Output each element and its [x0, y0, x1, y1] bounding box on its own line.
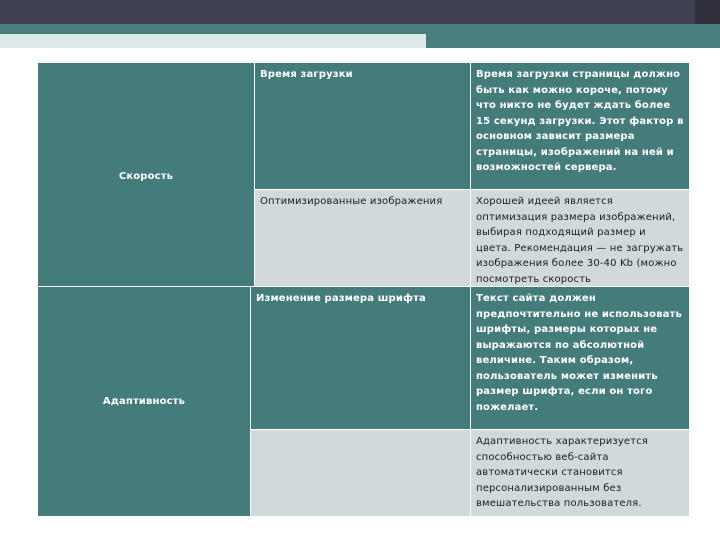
header-bar	[0, 0, 720, 24]
adaptivity-table	[37, 286, 690, 517]
description-adaptivity: Адаптивность характеризуется способностью веб-сайта автоматически становится персонализированным без вмешательства пользователя.	[471, 430, 690, 517]
factor-load-time: Время загрузки	[255, 63, 471, 190]
header-stripe	[0, 24, 720, 34]
header-bar-accent	[695, 0, 720, 24]
category-adaptivity: Адаптивность	[38, 287, 251, 517]
description-load-time: Время загрузки страницы должно быть как можно короче, потому что никто не будет ждать более 15 секунд загрузки. Этот фактор в основном зависит размера страницы, изображений на ней и возможностей сервера.	[471, 63, 690, 190]
description-font-resize: Текст сайта должен предпочтительно не использовать шрифты, размеры которых не выражаются по абсолютной величине. Таким образом, пользователь может изменить размер шрифта, если он того пожелает.	[471, 287, 690, 430]
header-stripe-accent	[426, 34, 720, 48]
factor-empty	[251, 430, 471, 517]
category-speed: Скорость	[38, 63, 255, 292]
factor-font-resize: Изменение размера шрифта	[251, 287, 471, 430]
speed-table	[37, 62, 690, 292]
description-optimized-images: Хорошей идеей является оптимизация размера изображений, выбирая подходящий размер и цвета. Рекомендация — не загружать изображения более 30-40 Kb (можно посмотреть скорость	[471, 190, 690, 292]
factor-optimized-images: Оптимизированные изображения	[255, 190, 471, 292]
header-stripe-light	[0, 34, 426, 48]
